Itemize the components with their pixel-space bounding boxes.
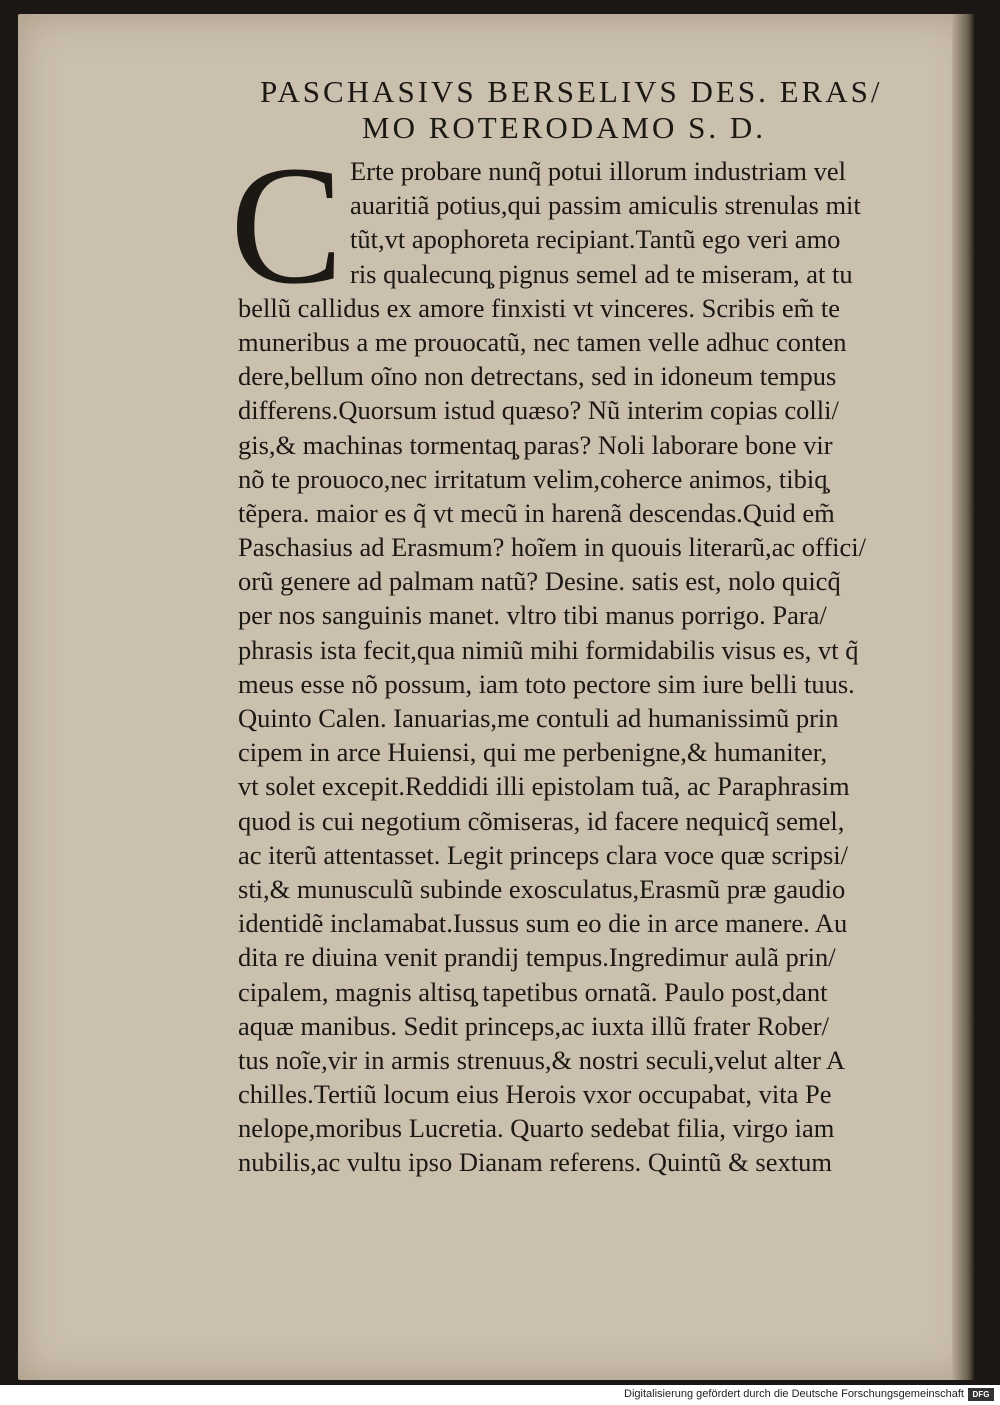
text-line: meus esse nõ possum, iam toto pectore sim iure belli tuus. [238, 668, 855, 699]
text-line: ac iterũ attentasset. Legit princeps clara voce quæ scripsi/ [238, 839, 849, 870]
text-line: cipem in arce Huiensi, qui me perbenigne,& humaniter, [238, 737, 828, 768]
footer-bar [0, 1385, 1000, 1405]
text-line: dita re diuina venit prandij tempus.Ingredimur aulã prin/ [238, 942, 836, 973]
page-edge [952, 14, 974, 1380]
text-line: tẽpera. maior es q̃ vt mecũ in harenã descendas.Quid em̃ [238, 497, 835, 528]
text-line: nelope,moribus Lucretia. Quarto sedebat filia, virgo iam [238, 1113, 835, 1144]
text-line: quod is cui negotium cõmiseras, id facere nequicq̃ semel, [238, 805, 845, 836]
dfg-logo-icon: DFG [968, 1388, 994, 1401]
text-line: auaritiã potius,qui passim amiculis strenulas mit [350, 190, 861, 221]
text-line: dere,bellum oĩno non detrectans, sed in idoneum tempus [238, 361, 837, 392]
text-line: Paschasius ad Erasmum? hoĩem in quouis literarũ,ac offici/ [238, 532, 866, 563]
text-line: tũt,vt apophoreta recipiant.Tantũ ego veri amo [350, 224, 841, 255]
text-line: bellũ callidus ex amore finxisti vt vinceres. Scribis em̃ te [238, 292, 840, 323]
text-line: per nos sanguinis manet. vltro tibi manus porrigo. Para/ [238, 600, 827, 631]
text-line: phrasis ista fecit,qua nimiũ mihi formidabilis visus es, vt q̃ [238, 634, 859, 665]
page-heading [240, 74, 940, 146]
text-line: gis,& machinas tormentaq̧ paras? Noli laborare bone vir [238, 429, 833, 460]
drop-cap: C [230, 131, 344, 319]
text-line: nubilis,ac vultu ipso Dianam referens. Quintũ & sextum [238, 1147, 832, 1178]
text-line: orũ genere ad palmam natũ? Desine. satis est, nolo quicq̃ [238, 566, 841, 597]
text-line: chilles.Tertiũ locum eius Herois vxor occupabat, vita Pe [238, 1079, 832, 1110]
funding-note: Digitalisierung gefördert durch die Deutsche Forschungsgemeinschaft [624, 1388, 964, 1400]
text-line: Quinto Calen. Ianuarias,me contuli ad humanissimũ prin [238, 703, 839, 733]
text-line: muneribus a me prouocatũ, nec tamen velle adhuc conten [238, 326, 847, 357]
text-line: identidẽ inclamabat.Iussus sum eo die in arce manere. Au [238, 908, 848, 939]
text-line: Erte probare nunq̃ potui illorum industriam vel [350, 156, 847, 186]
text-line: ris qualecunq̧ pignus semel ad te miseram, at tu [350, 258, 853, 289]
text-line: vt solet excepit.Reddidi illi epistolam tuã, ac Paraphrasim [238, 771, 850, 802]
body-text [238, 154, 950, 1180]
text-line: cipalem, magnis altisq̧ tapetibus ornatã. Paulo post,dant [238, 976, 828, 1007]
heading-line-2: MO ROTERODAMO S. D. [362, 110, 767, 145]
text-line: sti,& munusculũ subinde exosculatus,Erasmũ præ gaudio [238, 873, 846, 904]
text-line: differens.Quorsum istud quæso? Nũ interim copias colli/ [238, 395, 839, 426]
heading-line-1: PASCHASIVS BERSELIVS DES. ERAS/ [260, 74, 883, 109]
text-line: nõ te prouoco,nec irritatum velim,coherce animos, tibiq̧ [238, 463, 828, 494]
text-line: aquæ manibus. Sedit princeps,ac iuxta illũ frater Rober/ [238, 1010, 829, 1041]
text-line: tus noĩe,vir in armis strenuus,& nostri seculi,velut alter A [238, 1044, 846, 1075]
